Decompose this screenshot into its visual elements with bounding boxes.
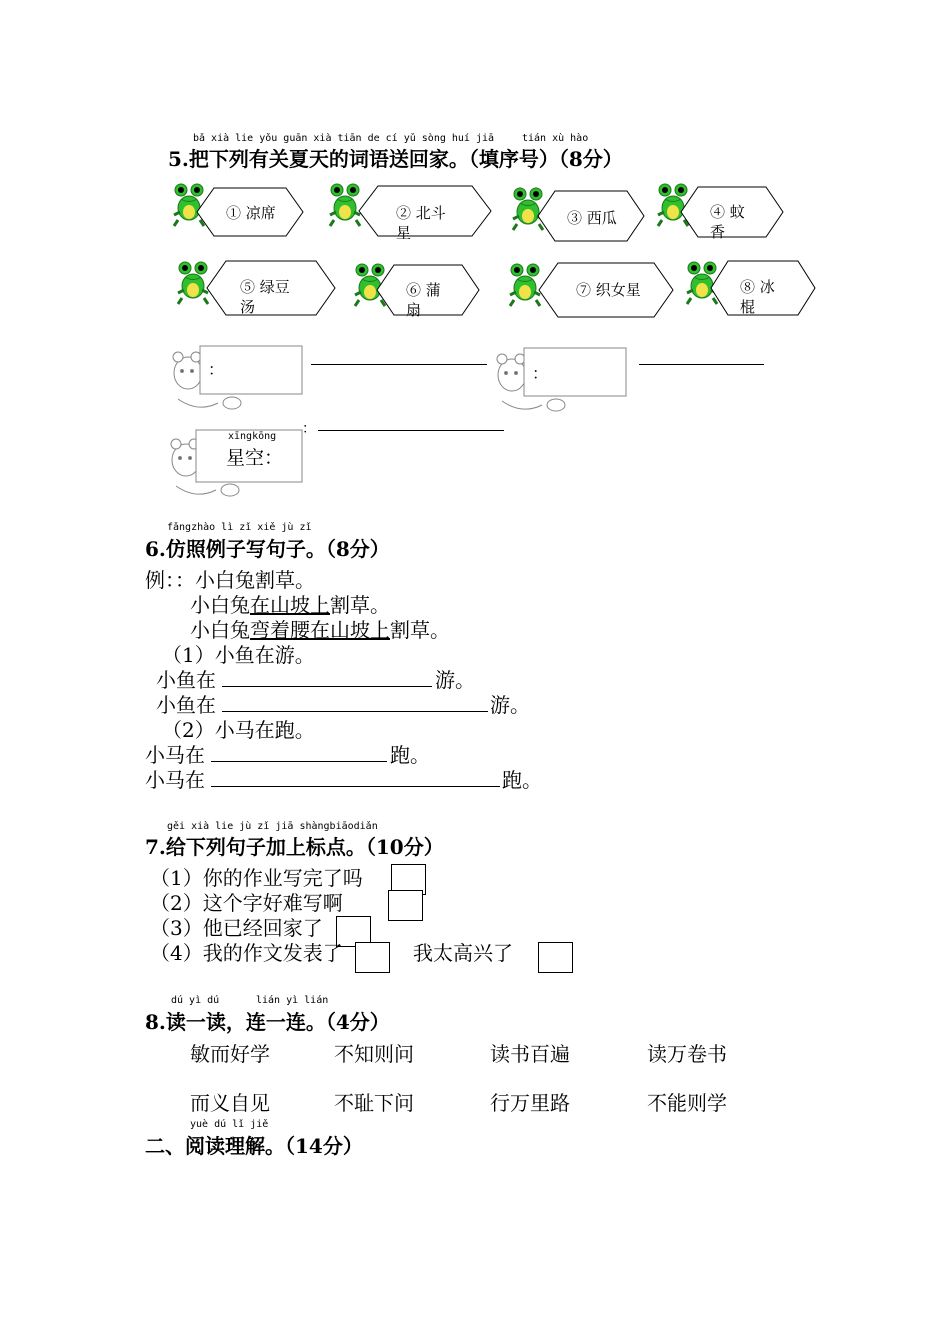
word-card-1 (196, 187, 304, 237)
q5-title: 5.把下列有关夏天的词语送回家。（填序号）（8分） (168, 147, 623, 171)
example-text: 小白兔 (190, 593, 250, 617)
example-text: 例：：小白兔割草。 (145, 568, 315, 592)
answer-line[interactable] (639, 364, 764, 365)
q6-item-1a-post: 游。 (435, 668, 475, 692)
word-card-6 (376, 264, 480, 319)
match-item-top[interactable]: 读万卷书 (647, 1042, 727, 1066)
example-text: 割草。 (390, 618, 450, 642)
part2-pinyin: yuè dú lǐ jiě (190, 1119, 269, 1130)
bear-sign-3 (166, 428, 306, 502)
q6-item-2a-post: 跑。 (390, 743, 430, 767)
bear-sign-2 (492, 345, 632, 417)
q5-pinyin-2: tián xù hào (522, 133, 589, 144)
punctuation-box[interactable] (355, 942, 390, 973)
word-label: ⑧ 冰棍 (740, 278, 775, 316)
answer-line[interactable] (211, 761, 387, 762)
word-card-3 (537, 190, 645, 242)
q6-item-1a-pre: 小鱼在 (156, 668, 216, 692)
answer-line[interactable] (222, 711, 488, 712)
answer-line[interactable] (311, 364, 487, 365)
match-item-bottom[interactable]: 不耻下问 (334, 1091, 414, 1115)
match-item-top[interactable]: 不知则问 (334, 1042, 414, 1066)
word-label: ③ 西瓜 (567, 209, 617, 227)
answer-line[interactable] (222, 686, 432, 687)
word-card-2 (358, 185, 492, 242)
bear-sign-1 (168, 343, 308, 415)
q5-pinyin-1: bǎ xià lie yǒu guān xià tiān de cí yǔ sòng huí jiā (193, 133, 495, 144)
word-card-4 (680, 186, 784, 241)
q7-sentence-2: （2）这个字好难写啊 (150, 891, 343, 915)
q7-sentence-3: （3）他已经回家了 (150, 916, 323, 940)
word-label: ② 北斗星 (396, 204, 446, 242)
word-card-8 (710, 260, 816, 316)
word-card-7 (538, 262, 674, 318)
sign-label: 星空： (226, 447, 284, 469)
q8-pinyin-1: dú yì dú (171, 995, 220, 1006)
q6-item-1b-post: 游。 (490, 693, 530, 717)
word-label: ⑥ 蒲扇 (406, 281, 441, 319)
q7-title: 7.给下列句子加上标点。（10分） (145, 835, 444, 859)
match-item-bottom[interactable]: 不能则学 (647, 1091, 727, 1115)
underlined-phrase: 在山坡上 (250, 593, 330, 617)
q7-pinyin: gěi xià lie jù zǐ jiā shàngbiāodiǎn (167, 821, 378, 832)
example-text: 割草。 (330, 593, 390, 617)
q6-pinyin: fǎngzhào lì zǐ xiě jù zǐ (167, 522, 312, 533)
answer-line[interactable] (211, 786, 500, 787)
punctuation-box[interactable] (388, 890, 423, 921)
word-label: ① 凉席 (226, 204, 276, 222)
q7-sentence-4: （4）我的作文发表了 (150, 941, 343, 965)
underlined-phrase: 弯着腰在山坡上 (250, 618, 390, 642)
q8-title: 8.读一读，连一连。（4分） (145, 1010, 390, 1034)
colon: ： (302, 421, 316, 437)
q6-title: 6.仿照例子写句子。（8分） (145, 537, 390, 561)
word-label: ④ 蚊香 (710, 203, 745, 241)
q6-item-2b-pre: 小马在 (145, 768, 205, 792)
match-item-top[interactable]: 敏而好学 (190, 1042, 270, 1066)
q6-item-1b-pre: 小鱼在 (156, 693, 216, 717)
example-text: 小白兔 (190, 618, 250, 642)
q6-item-2a-pre: 小马在 (145, 743, 205, 767)
word-card-5 (206, 260, 336, 316)
q6-item-2: （2）小马在跑。 (162, 718, 315, 742)
sign-pinyin: xīngkōng (228, 431, 277, 442)
q7-sentence-1: （1）你的作业写完了吗 (150, 866, 363, 890)
match-item-bottom[interactable]: 行万里路 (490, 1091, 570, 1115)
punctuation-box[interactable] (538, 942, 573, 973)
word-label: ⑦ 织女星 (576, 281, 641, 299)
q8-pinyin-2: lián yì lián (256, 995, 329, 1006)
q6-item-2b-post: 跑。 (502, 768, 542, 792)
match-item-bottom[interactable]: 而义自见 (190, 1091, 270, 1115)
word-label: ⑤ 绿豆汤 (240, 278, 290, 316)
part2-title: 二、阅读理解。（14分） (145, 1134, 363, 1158)
sign-label: ： (532, 364, 549, 383)
answer-line[interactable] (318, 430, 504, 431)
match-item-top[interactable]: 读书百遍 (490, 1042, 570, 1066)
q7-sentence-4b: 我太高兴了 (413, 941, 513, 965)
sign-label: ： (208, 360, 225, 379)
q6-item-1: （1）小鱼在游。 (162, 643, 315, 667)
